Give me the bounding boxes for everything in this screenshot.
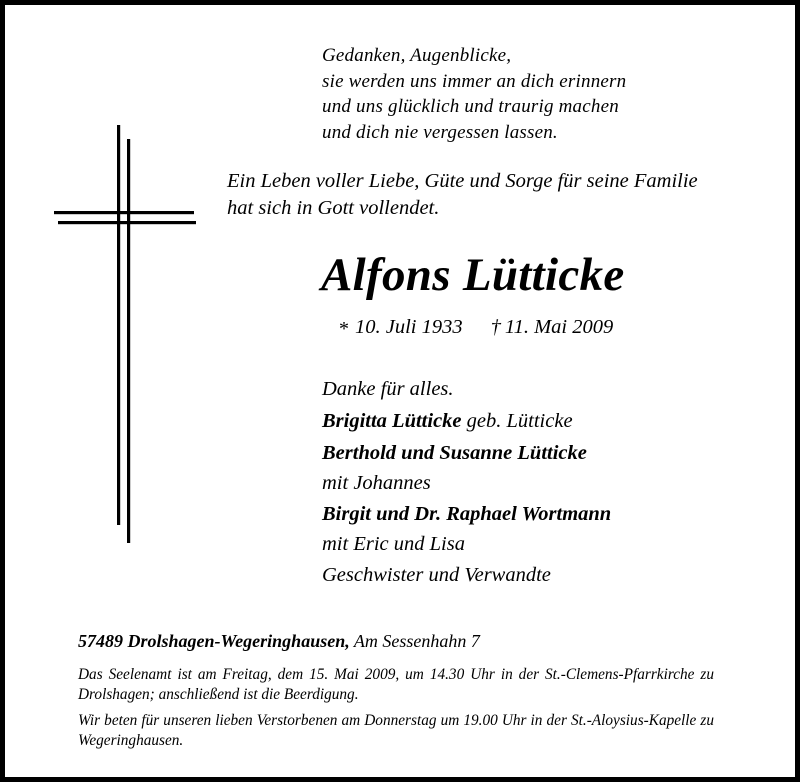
birth-star-icon: * — [339, 318, 349, 340]
mourner-entry — [322, 405, 611, 437]
prayer-notice: Wir beten für unseren lieben Verstorbenen am Donnerstag um 19.00 Uhr in der St.-Aloysius-Kapelle zu Wegeringhausen. — [78, 712, 714, 749]
mourner-sub: mit Eric und Lisa — [322, 533, 465, 555]
mourner-sub: mit Johannes — [322, 472, 431, 494]
requiem-notice: Das Seelenamt ist am Freitag, dem 15. Mai 2009, um 14.30 Uhr in der St.-Clemens-Pfarrkirche zu Drolshagen; anschließend ist die Beerdigung. — [78, 666, 714, 703]
death-cross-icon: † — [490, 316, 501, 338]
intro-line: hat sich in Gott vollendet. — [227, 197, 440, 219]
death-date: 11. Mai 2009 — [504, 316, 614, 338]
double-line-cross-icon — [50, 125, 200, 545]
deceased-name: Alfons Lütticke — [321, 249, 625, 301]
intro-line: Ein Leben voller Liebe, Güte und Sorge für seine Familie — [227, 170, 698, 192]
poem-line: Gedanken, Augenblicke, — [322, 45, 512, 66]
poem-line: sie werden uns immer an dich erinnern — [322, 70, 627, 92]
mourners-list — [322, 373, 611, 591]
mourner-name: Brigitta Lütticke — [322, 410, 462, 432]
address-line — [78, 629, 480, 653]
address-street: Am Sessenhahn 7 — [349, 631, 480, 651]
mourner-name: Birgit und Dr. Raphael Wortmann — [322, 503, 612, 525]
address-place: 57489 Drolshagen-Wegeringhausen, — [78, 631, 350, 651]
mourner-name: Berthold und Susanne Lütticke — [322, 442, 587, 464]
thanks-line: Danke für alles. — [322, 378, 454, 400]
birth-date: 10. Juli 1933 — [355, 316, 463, 338]
mourner-suffix: geb. Lütticke — [461, 410, 573, 432]
poem-line: und uns glücklich und traurig machen — [322, 96, 619, 117]
relatives-line: Geschwister und Verwandte — [322, 564, 551, 586]
poem-line: und dich nie vergessen lassen. — [322, 121, 558, 143]
poem — [322, 43, 626, 145]
life-dates — [339, 313, 613, 341]
intro-text — [227, 168, 698, 222]
